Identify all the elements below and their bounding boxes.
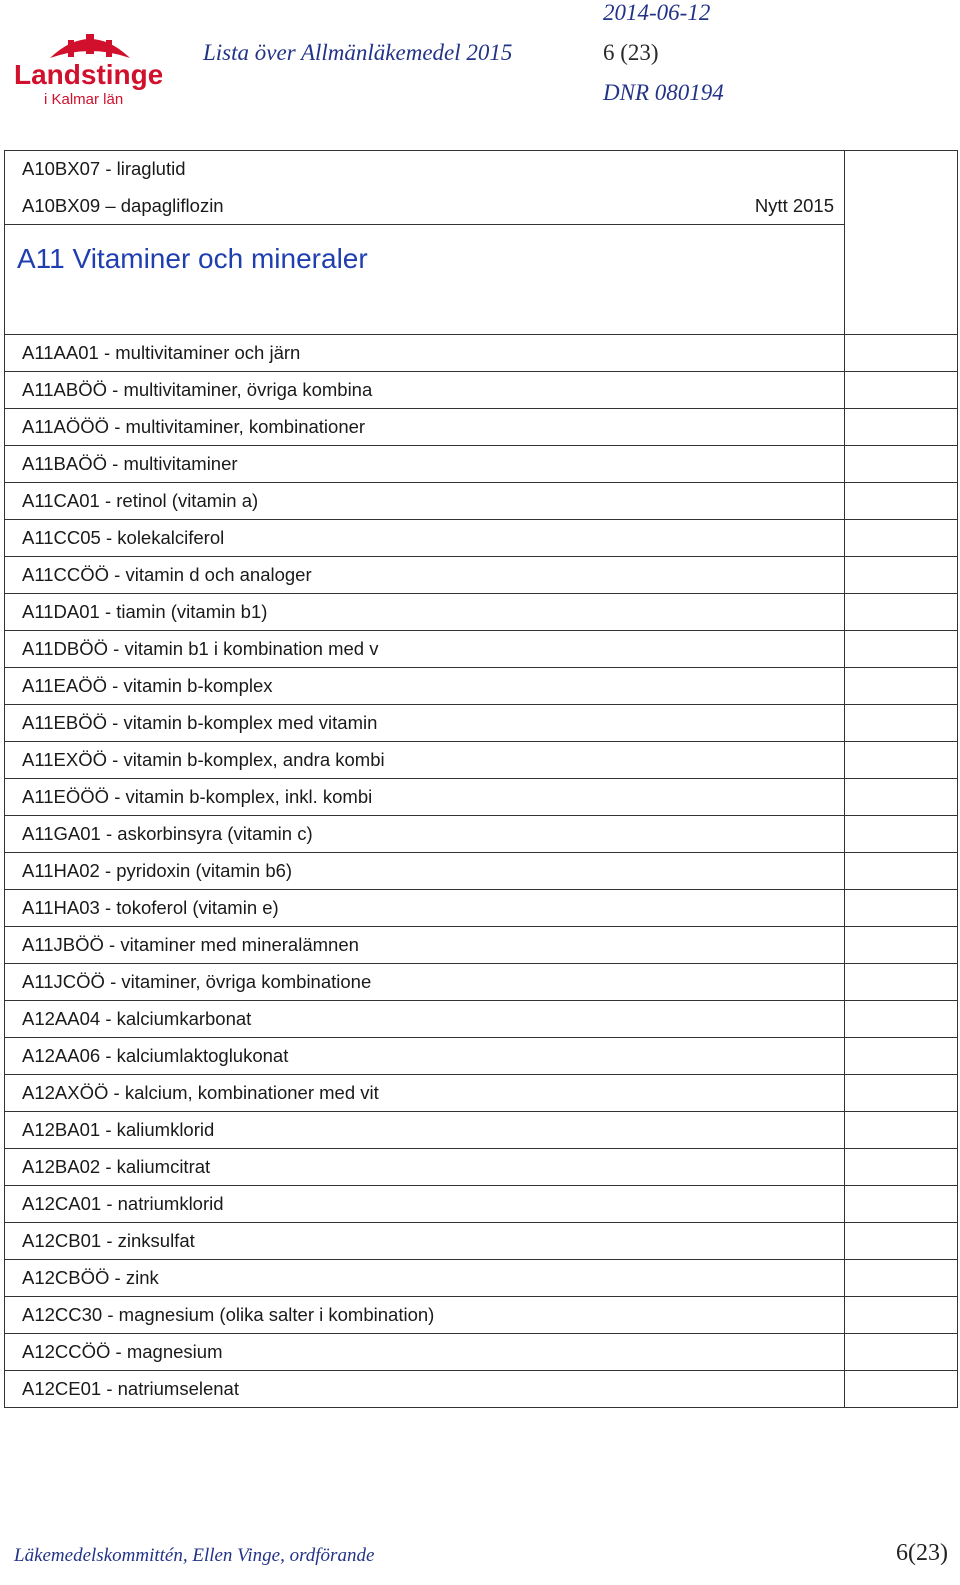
table-cell: A11EXÖÖ - vitamin b-komplex, andra kombi <box>5 742 845 779</box>
table-row <box>5 1038 958 1075</box>
side-cell <box>845 890 958 927</box>
header-date: 2014-06-12 <box>603 0 711 25</box>
table-cell: A11EBÖÖ - vitamin b-komplex med vitamin <box>5 705 845 742</box>
table-row <box>5 594 958 631</box>
table-row <box>5 520 958 557</box>
section-heading-text: A11 Vitaminer och mineraler <box>17 243 368 274</box>
table-row <box>5 1075 958 1112</box>
side-cell <box>845 151 958 335</box>
footer-committee: Läkemedelskommittén, Ellen Vinge, ordförande <box>14 1545 375 1566</box>
table-row <box>5 668 958 705</box>
table-row <box>5 335 958 372</box>
table-cell: A12AA04 - kalciumkarbonat <box>5 1001 845 1038</box>
section-heading <box>5 225 845 335</box>
table-row <box>5 1149 958 1186</box>
table-row <box>5 890 958 927</box>
table-row <box>5 446 958 483</box>
side-cell <box>845 668 958 705</box>
table-cell: A11AÖÖÖ - multivitaminer, kombinationer <box>5 409 845 446</box>
table-cell: A12AXÖÖ - kalcium, kombinationer med vit <box>5 1075 845 1112</box>
table-row <box>5 779 958 816</box>
table-cell: A11CA01 - retinol (vitamin a) <box>5 483 845 520</box>
table-row <box>5 372 958 409</box>
table-cell: A12CC30 - magnesium (olika salter i kombination) <box>5 1297 845 1334</box>
table-row <box>5 631 958 668</box>
table-cell: A11HA03 - tokoferol (vitamin e) <box>5 890 845 927</box>
table-row <box>5 853 958 890</box>
table-cell <box>5 151 845 188</box>
side-cell <box>845 816 958 853</box>
side-cell <box>845 557 958 594</box>
table-row <box>5 1186 958 1223</box>
medicine-table <box>4 150 958 1408</box>
row-text: A10BX07 - liraglutid <box>22 158 186 180</box>
side-cell <box>845 1186 958 1223</box>
logo-text-sub: i Kalmar län <box>44 91 124 108</box>
table-row <box>5 1001 958 1038</box>
side-cell <box>845 520 958 557</box>
table-cell: A11JCÖÖ - vitaminer, övriga kombinatione <box>5 964 845 1001</box>
side-cell <box>845 1038 958 1075</box>
table-row <box>5 1371 958 1408</box>
table-row <box>5 927 958 964</box>
table-cell: A12BA01 - kaliumklorid <box>5 1112 845 1149</box>
table-cell: A11EÖÖÖ - vitamin b-komplex, inkl. kombi <box>5 779 845 816</box>
table-row <box>5 1297 958 1334</box>
table-cell <box>5 188 845 225</box>
table-cell: A11ABÖÖ - multivitaminer, övriga kombina <box>5 372 845 409</box>
table-cell: A11DBÖÖ - vitamin b1 i kombination med v <box>5 631 845 668</box>
landstinget-logo <box>12 28 162 108</box>
table-row <box>5 151 958 188</box>
table-cell: A12AA06 - kalciumlaktoglukonat <box>5 1038 845 1075</box>
side-cell <box>845 1334 958 1371</box>
side-cell <box>845 1371 958 1408</box>
logo-emblem <box>12 28 162 108</box>
row-note: Nytt 2015 <box>754 194 834 216</box>
table-row <box>5 964 958 1001</box>
side-cell <box>845 779 958 816</box>
table-row <box>5 188 958 225</box>
side-cell <box>845 1223 958 1260</box>
table-cell: A11GA01 - askorbinsyra (vitamin c) <box>5 816 845 853</box>
side-cell <box>845 1149 958 1186</box>
logo-text-main: Landstinget <box>14 59 162 90</box>
side-cell <box>845 705 958 742</box>
side-cell <box>845 1112 958 1149</box>
side-cell <box>845 1001 958 1038</box>
table-cell: A11JBÖÖ - vitaminer med mineralämnen <box>5 927 845 964</box>
table-cell: A11HA02 - pyridoxin (vitamin b6) <box>5 853 845 890</box>
table-row <box>5 409 958 446</box>
table-row <box>5 816 958 853</box>
table-cell: A12CA01 - natriumklorid <box>5 1186 845 1223</box>
side-cell <box>845 1075 958 1112</box>
side-cell <box>845 853 958 890</box>
table-cell: A12CBÖÖ - zink <box>5 1260 845 1297</box>
table-row <box>5 705 958 742</box>
table-cell: A12CE01 - natriumselenat <box>5 1371 845 1408</box>
side-cell <box>845 964 958 1001</box>
side-cell <box>845 335 958 372</box>
table-cell: A11AA01 - multivitaminer och järn <box>5 335 845 372</box>
table-cell: A11EAÖÖ - vitamin b-komplex <box>5 668 845 705</box>
table-cell: A11CC05 - kolekalciferol <box>5 520 845 557</box>
table-cell: A12CCÖÖ - magnesium <box>5 1334 845 1371</box>
header-page: 6 (23) <box>603 40 659 65</box>
header-dnr: DNR 080194 <box>603 80 724 105</box>
footer-page: 6(23) <box>896 1540 948 1566</box>
table-row <box>5 1334 958 1371</box>
side-cell <box>845 927 958 964</box>
table-row <box>5 483 958 520</box>
table-row <box>5 557 958 594</box>
table-cell: A12BA02 - kaliumcitrat <box>5 1149 845 1186</box>
table-row <box>5 1112 958 1149</box>
header-title: Lista över Allmänläkemedel 2015 <box>203 40 513 65</box>
table-cell: A12CB01 - zinksulfat <box>5 1223 845 1260</box>
table-cell: A11BAÖÖ - multivitaminer <box>5 446 845 483</box>
side-cell <box>845 1297 958 1334</box>
side-cell <box>845 631 958 668</box>
side-cell <box>845 409 958 446</box>
side-cell <box>845 446 958 483</box>
table-row <box>5 1223 958 1260</box>
side-cell <box>845 1260 958 1297</box>
table-row <box>5 1260 958 1297</box>
side-cell <box>845 742 958 779</box>
row-text: A10BX09 – dapagliflozin <box>22 194 224 216</box>
side-cell <box>845 594 958 631</box>
table-cell: A11CCÖÖ - vitamin d och analoger <box>5 557 845 594</box>
table-row <box>5 742 958 779</box>
table-cell: A11DA01 - tiamin (vitamin b1) <box>5 594 845 631</box>
section-heading-row <box>5 225 958 335</box>
side-cell <box>845 483 958 520</box>
side-cell <box>845 372 958 409</box>
